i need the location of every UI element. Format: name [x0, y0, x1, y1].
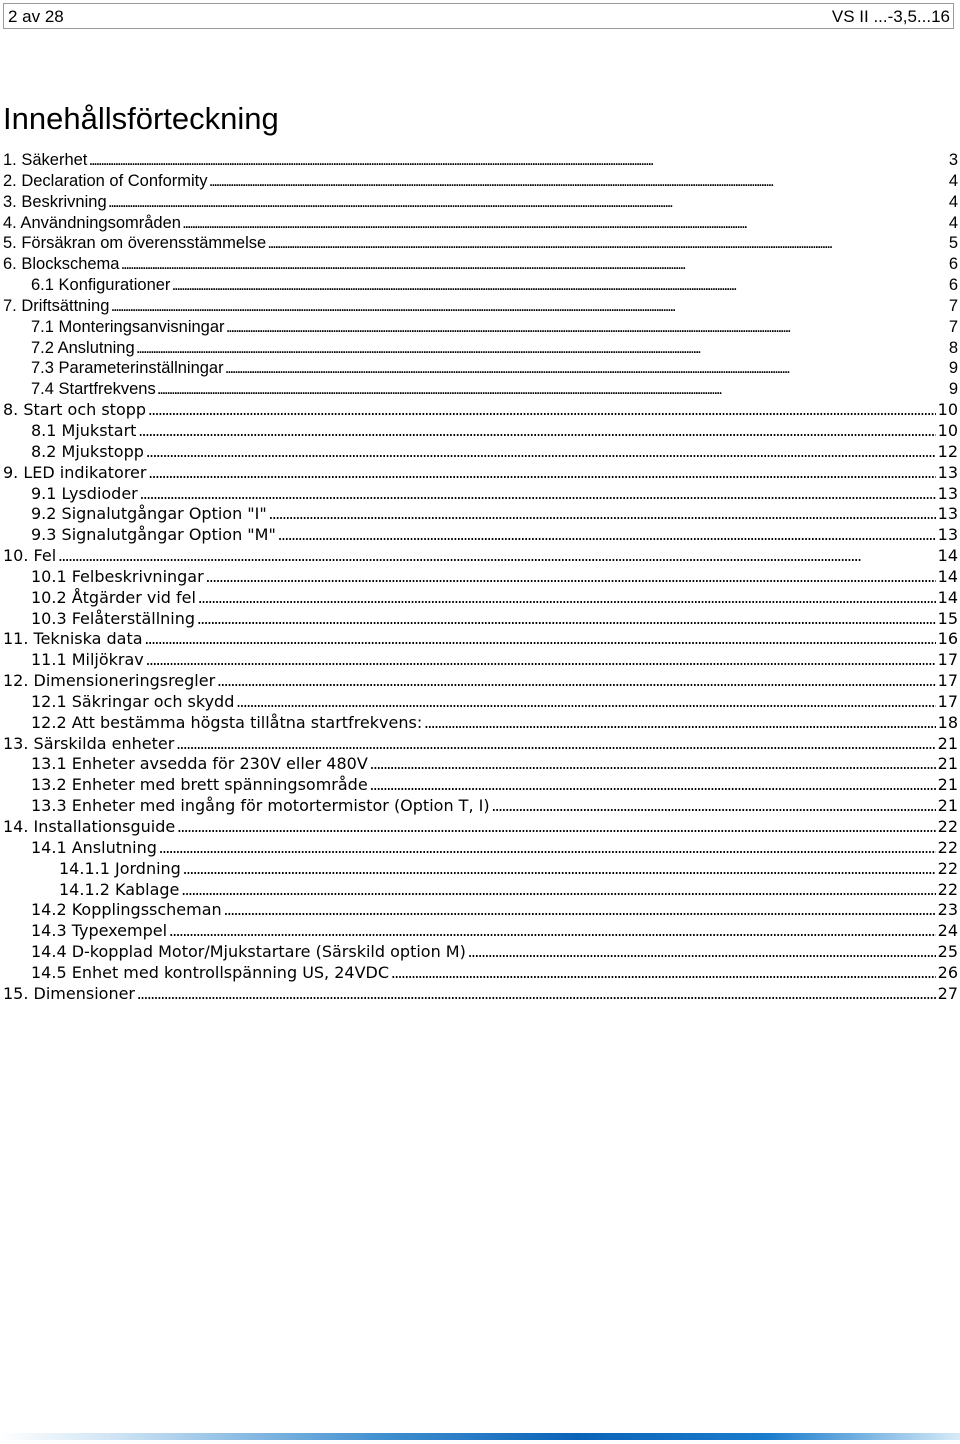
toc-entry-label: 8. Start och stopp . . .: [3, 400, 950, 419]
toc-entry-label: 14.1.2 Kablage . . .: [59, 880, 958, 899]
page-header: [3, 3, 954, 29]
toc-entry-label: 7.4 Startfrekvens . . .: [31, 380, 720, 398]
toc-entry-label: 6. Blockschema . . .: [3, 255, 684, 273]
toc-entry-page-number: 14: [937, 566, 958, 586]
toc-entry[interactable]: [3, 400, 958, 421]
toc-entry-page-number: 13: [937, 483, 958, 503]
toc-entry[interactable]: [3, 671, 958, 692]
toc-entry-page-number: 26: [937, 962, 958, 982]
toc-entry[interactable]: [3, 921, 958, 942]
toc-entry-label: 12.2 Att bestämma högsta tillåtna startfrekvens: . . .: [31, 713, 958, 732]
toc-entry[interactable]: [3, 525, 958, 546]
page-title: Innehållsförteckning: [3, 101, 279, 136]
toc-entry[interactable]: [3, 358, 958, 379]
toc-entry-page-number: 13: [937, 504, 958, 524]
toc-entry-label: 14.2 Kopplingsscheman . . .: [31, 900, 958, 919]
toc-entry-page-number: 21: [937, 775, 958, 795]
toc-entry[interactable]: [3, 650, 958, 671]
toc-entry[interactable]: [3, 421, 958, 442]
toc-entry-page-number: 4: [948, 213, 958, 232]
toc-entry[interactable]: [3, 629, 958, 650]
toc-entry[interactable]: [3, 233, 958, 254]
toc-entry[interactable]: [3, 150, 958, 171]
toc-entry[interactable]: [3, 817, 958, 838]
toc-entry[interactable]: [3, 838, 958, 859]
toc-entry-label: 9. LED indikatorer . . .: [3, 463, 950, 482]
toc-entry-page-number: 23: [937, 900, 958, 920]
document-code: VS II ...-3,5...16: [831, 7, 950, 26]
toc-entry[interactable]: [3, 692, 958, 713]
toc-entry-page-number: 18: [937, 712, 958, 732]
toc-entry-label: 5. Försäkran om överensstämmelse . . .: [3, 234, 831, 252]
toc-entry-page-number: 13: [937, 462, 958, 482]
toc-entry-page-number: 14: [937, 587, 958, 607]
toc-entry-label: 2. Declaration of Conformity . . .: [3, 172, 772, 190]
toc-entry[interactable]: [3, 338, 958, 359]
toc-entry-page-number: 15: [937, 608, 958, 628]
toc-entry-label: 7.1 Monteringsanvisningar . . .: [31, 318, 789, 336]
toc-entry[interactable]: [3, 484, 958, 505]
footer-decorative-bar: [0, 1433, 960, 1440]
toc-entry-page-number: 25: [937, 942, 958, 962]
toc-entry-label: 14.1 Anslutning . . .: [31, 838, 958, 857]
toc-entry[interactable]: [3, 275, 958, 296]
toc-entry[interactable]: [3, 588, 958, 609]
toc-entry[interactable]: [3, 504, 958, 525]
toc-entry[interactable]: [3, 567, 958, 588]
toc-entry-page-number: 16: [937, 629, 958, 649]
toc-entry-page-number: 8: [948, 338, 958, 357]
page-indicator: 2 av 28: [8, 7, 64, 26]
toc-entry-label: 11.1 Miljökrav . . .: [31, 650, 947, 669]
toc-entry[interactable]: [3, 754, 958, 775]
toc-entry[interactable]: [3, 734, 958, 755]
toc-entry[interactable]: [3, 296, 958, 317]
toc-entry[interactable]: [3, 775, 958, 796]
toc-entry-page-number: 6: [948, 255, 958, 274]
toc-entry-label: 13. Särskilda enheter . . .: [3, 734, 958, 753]
toc-entry-label: 1. Säkerhet . . .: [3, 151, 652, 169]
toc-entry-page-number: 4: [948, 192, 958, 211]
toc-entry-label: 10.2 Åtgärder vid fel . . .: [31, 588, 958, 607]
toc-entry-label: 14.5 Enhet med kontrollspänning US, 24VDC . . .: [31, 963, 958, 982]
toc-entry[interactable]: [3, 171, 958, 192]
toc-entry[interactable]: [3, 796, 958, 817]
toc-entry-label: 7.2 Anslutning . . .: [31, 339, 699, 357]
toc-entry-page-number: 10: [937, 420, 958, 440]
toc-entry-page-number: 27: [937, 983, 958, 1003]
toc-entry-page-number: 4: [948, 171, 958, 190]
toc-entry-label: 9.2 Signalutgångar Option "I" . . .: [31, 504, 958, 523]
toc-entry-page-number: 7: [948, 296, 958, 315]
toc-entry[interactable]: [3, 942, 958, 963]
toc-entry[interactable]: [3, 713, 958, 734]
toc-entry-label: 14.1.1 Jordning . . .: [59, 859, 958, 878]
toc-entry-page-number: 3: [948, 151, 958, 169]
toc-entry-label: 7.3 Parameterinställningar . . .: [31, 359, 788, 377]
toc-entry-label: 12. Dimensioneringsregler . . .: [3, 671, 958, 690]
toc-entry-label: 8.1 Mjukstart . . .: [31, 421, 940, 440]
toc-entry-page-number: 17: [937, 691, 958, 711]
toc-entry-label: 6.1 Konfigurationer . . .: [31, 276, 735, 294]
toc-entry-page-number: 13: [937, 525, 958, 545]
toc-entry[interactable]: [3, 609, 958, 630]
toc-entry-page-number: 22: [937, 817, 958, 836]
toc-entry-label: 13.3 Enheter med ingång för motortermistor (Option T, I) . . .: [31, 796, 958, 815]
toc-entry[interactable]: [3, 442, 958, 463]
toc-entry-label: 13.1 Enheter avsedda för 230V eller 480V . . .: [31, 754, 958, 773]
toc-entry-label: 9.1 Lysdioder . . .: [31, 484, 941, 503]
table-of-contents: [3, 150, 958, 1005]
toc-entry[interactable]: [3, 963, 958, 984]
toc-entry-page-number: 21: [937, 754, 958, 774]
toc-entry-page-number: 9: [948, 380, 958, 399]
toc-entry[interactable]: [3, 546, 958, 567]
toc-entry-page-number: 12: [937, 441, 958, 461]
toc-entry-label: 3. Beskrivning . . .: [3, 193, 671, 211]
toc-entry-page-number: 6: [948, 276, 958, 295]
toc-entry-page-number: 17: [937, 650, 958, 670]
toc-entry[interactable]: [3, 984, 958, 1005]
toc-entry[interactable]: [3, 859, 958, 880]
toc-entry-page-number: 7: [948, 317, 958, 336]
toc-entry-page-number: 22: [937, 837, 958, 857]
toc-entry-page-number: 9: [948, 359, 958, 378]
toc-entry-page-number: 10: [937, 400, 958, 420]
toc-entry[interactable]: [3, 463, 958, 484]
toc-entry-label: 10.3 Felåterställning . . .: [31, 609, 958, 628]
toc-entry[interactable]: [3, 880, 958, 901]
toc-entry-page-number: 5: [948, 234, 958, 253]
toc-entry-page-number: 22: [937, 879, 958, 899]
toc-entry-page-number: 14: [937, 546, 958, 566]
toc-entry-label: 4. Användningsområden . . .: [3, 214, 746, 232]
toc-entry-page-number: 21: [937, 733, 958, 753]
toc-entry-page-number: 17: [937, 671, 958, 691]
toc-entry-label: 14.3 Typexempel . . .: [31, 921, 958, 940]
toc-entry-label: 11. Tekniska data . . .: [3, 629, 946, 648]
toc-entry[interactable]: [3, 213, 958, 234]
toc-entry-label: 9.3 Signalutgångar Option "M" . . .: [31, 525, 958, 544]
toc-entry-label: 10.1 Felbeskrivningar . . .: [31, 567, 958, 586]
toc-entry[interactable]: [3, 192, 958, 213]
toc-entry-page-number: 22: [937, 858, 958, 878]
toc-entry-label: 15. Dimensioner . . .: [3, 984, 939, 1003]
toc-entry-label: 14. Installationsguide . . .: [3, 817, 958, 836]
toc-entry[interactable]: [3, 254, 958, 275]
toc-entry-label: 13.2 Enheter med brett spänningsområde . . .: [31, 775, 958, 794]
toc-entry[interactable]: [3, 379, 958, 400]
toc-entry-page-number: 21: [937, 796, 958, 816]
toc-entry-label: 12.1 Säkringar och skydd . . .: [31, 692, 958, 711]
toc-entry-page-number: 24: [937, 921, 958, 941]
toc-entry[interactable]: [3, 900, 958, 921]
toc-entry-label: 14.4 D-kopplad Motor/Mjukstartare (Särskild option M) . . .: [31, 942, 958, 961]
toc-entry[interactable]: [3, 317, 958, 338]
toc-entry-label: 10. Fel . . .: [3, 546, 860, 565]
toc-entry-label: 7. Driftsättning . . .: [3, 297, 674, 315]
toc-entry-label: 8.2 Mjukstopp . . .: [31, 442, 947, 461]
